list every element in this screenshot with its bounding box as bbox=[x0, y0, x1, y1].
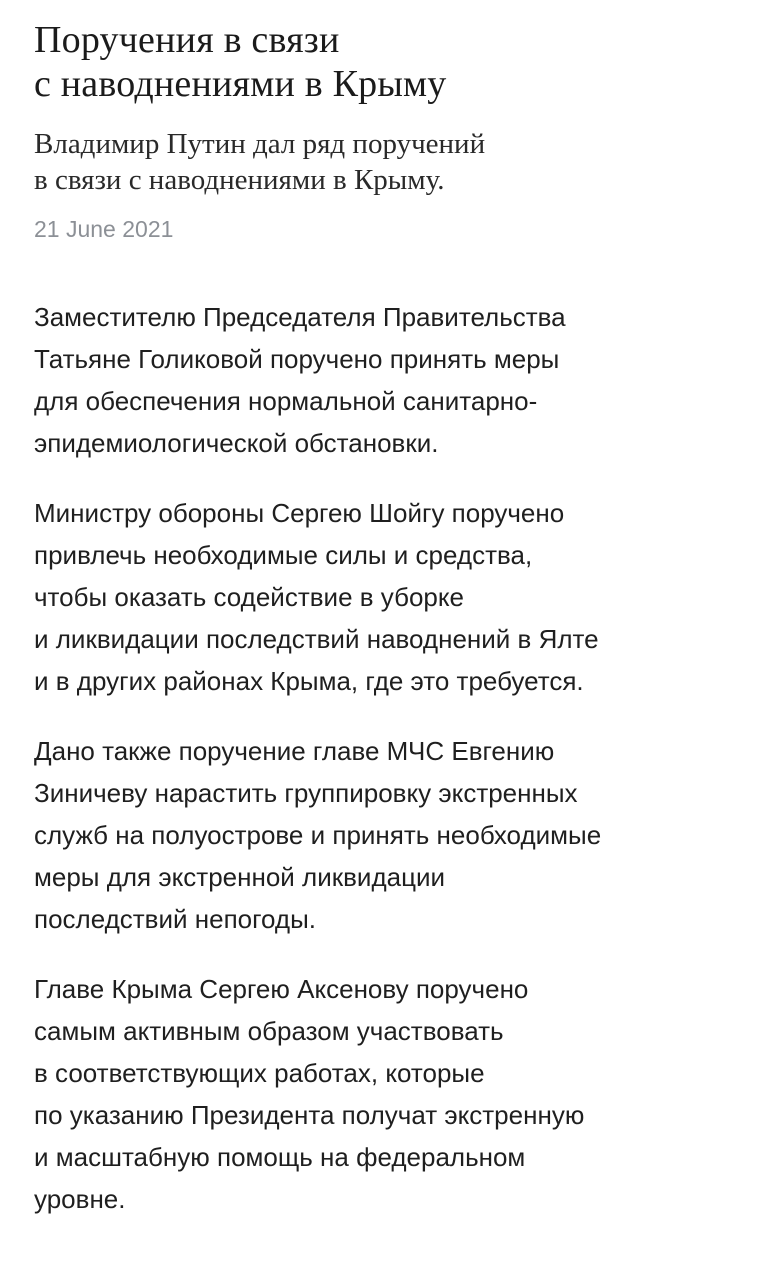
paragraph-line: Заместителю Председателя Правительства bbox=[34, 302, 566, 332]
paragraph-golikova bbox=[34, 296, 744, 464]
paragraph-line: Татьяне Голиковой поручено принять меры bbox=[34, 344, 560, 374]
paragraph-line: служб на полуострове и принять необходимые bbox=[34, 820, 602, 850]
publication-date: 21 June 2021 bbox=[34, 216, 174, 242]
paragraph-line: последствий непогоды. bbox=[34, 904, 317, 934]
paragraph-line: для обеспечения нормальной санитарно- bbox=[34, 386, 538, 416]
paragraph-aksenov bbox=[34, 968, 744, 1220]
article-title-line: Поручения в связи bbox=[34, 19, 340, 61]
paragraph-line: и ликвидации последствий наводнений в Ялте bbox=[34, 624, 599, 654]
article-title-line: с наводнениями в Крыму bbox=[34, 63, 447, 105]
article-subtitle bbox=[34, 126, 744, 198]
paragraph-line: привлечь необходимые силы и средства, bbox=[34, 540, 533, 570]
paragraph-line: меры для экстренной ликвидации bbox=[34, 862, 446, 892]
paragraph-line: Главе Крыма Сергею Аксенову поручено bbox=[34, 974, 529, 1004]
paragraph-line: в соответствующих работах, которые bbox=[34, 1058, 485, 1088]
article-title bbox=[34, 18, 744, 106]
paragraph-line: эпидемиологической обстановки. bbox=[34, 428, 439, 458]
article-subtitle-line: в связи с наводнениями в Крыму. bbox=[34, 164, 445, 196]
paragraph-line: самым активным образом участвовать bbox=[34, 1016, 504, 1046]
paragraph-zinichev bbox=[34, 730, 744, 940]
paragraph-line: чтобы оказать содействие в уборке bbox=[34, 582, 465, 612]
article-body bbox=[34, 296, 744, 1220]
paragraph-line: и в других районах Крыма, где это требуется. bbox=[34, 666, 584, 696]
paragraph-line: Зиничеву нарастить группировку экстренных bbox=[34, 778, 578, 808]
paragraph-line: и масштабную помощь на федеральном bbox=[34, 1142, 526, 1172]
paragraph-line: Дано также поручение главе МЧС Евгению bbox=[34, 736, 555, 766]
article bbox=[34, 18, 744, 1248]
paragraph-shoigu bbox=[34, 492, 744, 702]
paragraph-line: Министру обороны Сергею Шойгу поручено bbox=[34, 498, 565, 528]
article-subtitle-line: Владимир Путин дал ряд поручений bbox=[34, 128, 486, 160]
paragraph-line: по указанию Президента получат экстренную bbox=[34, 1100, 585, 1130]
paragraph-line: уровне. bbox=[34, 1184, 126, 1214]
